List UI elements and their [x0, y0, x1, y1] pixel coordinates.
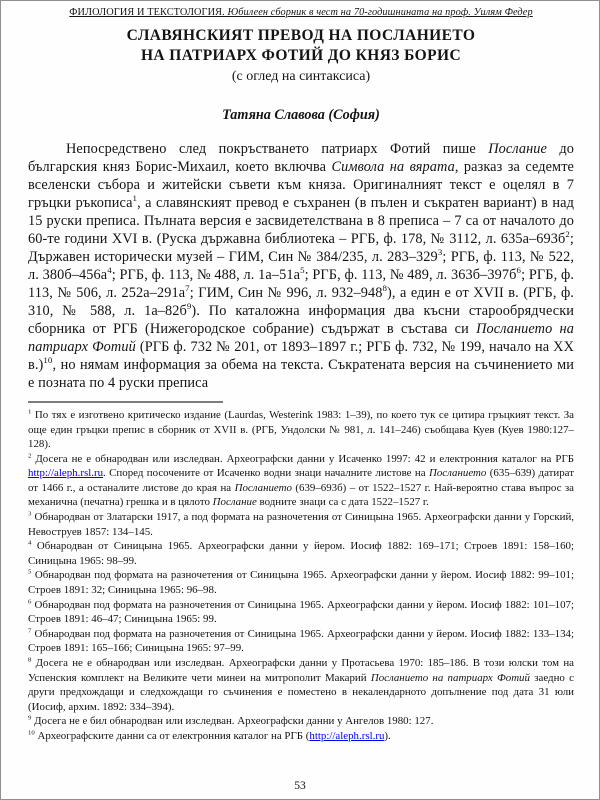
text-run: (РГБ ф. 732 № 201, от 1893–1897 г.; РГБ ф. 732, № 199, начало на XX в.) [28, 338, 574, 373]
footnote-item [28, 539, 574, 568]
footnote-text [37, 730, 390, 742]
footnote-reference: 7 [185, 283, 190, 294]
footnote-text [28, 599, 574, 626]
footnote-number: 2 [28, 452, 32, 460]
text-run: , разказ за седемте вселенски събора и житейски съвети към княза. Оригиналният текст е оцелял в 7 гръцки ръкописа [28, 158, 574, 211]
footnote-reference: 9 [186, 301, 192, 312]
text-run: ; ГИМ, Син № 996, л. 932–948 [189, 284, 383, 301]
text-run: , а славянският превод е съхранен (в пълен и съкратен вариант) в над 15 руски преписа. Пълната версия е засвидетелствана в 8 преписа – 7 са от началото до 60-те години XVI в. (Руска държавна библиотека – РГБ, ф. 178, № 3112, л. 635а–693б [28, 194, 574, 247]
footnote-item [28, 598, 574, 627]
footnote-item [28, 656, 574, 714]
text-run: Символа на вярата [331, 158, 455, 175]
text-run: Послание [488, 140, 547, 157]
text-run: Обнародван от Синицына 1965. Археографски данни у йером. Иосиф 1882: 169–171; Строев 1891: 158–160; Синицына 1965: 98–99. [28, 540, 574, 567]
text-run: заедно с други предхождащи и следхождащи го съчинения е поместено в некалендарното допълнение под дата 31 юли (Иосиф, архим. 1892: 334–394). [28, 671, 574, 713]
footnote-reference: 5 [300, 265, 305, 276]
footnote-number: 3 [28, 510, 32, 518]
text-run: Обнародван под формата на разночетения от Синицына 1965. Археографски данни у йером. Иосиф 1882: 101–107; Строев 1891: 46–47; Синицына 1965: 99. [28, 598, 574, 626]
footnote-item [28, 729, 574, 744]
footnote-item [28, 408, 574, 452]
running-head [28, 7, 574, 18]
text-run: водните знаци са с дата 1522–1527 г. [256, 496, 429, 509]
text-run: ; РГБ, ф. 113, № 522, л. 380б–456а [28, 248, 574, 283]
footnote-item [28, 714, 574, 729]
footnote-text [28, 628, 574, 655]
text-run: Посланието на патриарх Фотий [370, 671, 530, 684]
footnote-reference: 6 [516, 265, 522, 276]
text-run: . Според посочените от Исаченко водни знаци началните листове на [103, 467, 429, 480]
page-number: 53 [294, 780, 306, 792]
text-run: Посланието [429, 467, 487, 480]
article-subtitle: (с оглед на синтаксиса) [231, 68, 371, 84]
footnote-text [28, 511, 574, 538]
text-run: (639–693б) – от 1522–1527 г. Най-вероятно става въпрос за механична (печатна) грешка и в цялото [28, 481, 574, 509]
footnote-text [28, 540, 574, 567]
text-run: Посланието на патриарх Фотий [28, 320, 574, 355]
text-run: ). [384, 729, 391, 742]
footnote-number: 4 [28, 539, 32, 547]
author-name: Татяна Славова (София) [222, 106, 380, 123]
title-line-1: СЛАВЯНСКИЯТ ПРЕВОД НА ПОСЛАНИЕТО [126, 27, 476, 44]
footnote-item [28, 452, 574, 510]
text-run: Досега не е обнародван или изследван. Археографски данни у Протасьева 1970: 185–186. В този юлски том на Успенския комплект на Великите чети минеи на митрополит Макарий [28, 657, 574, 684]
text-run: Досега не е бил обнародван или изследван. Археографски данни у Ангелов 1980: 127. [34, 715, 434, 728]
text-run: ), а един е от XVII в. (РГБ, ф. 310, № 588, л. 1а–82б [28, 284, 574, 319]
footnote-text [28, 657, 574, 713]
footnote-reference: 4 [107, 265, 112, 276]
running-head-volume: Юбилеен сборник в чест на 70-годишнината на проф. Уилям Федер [227, 7, 533, 18]
footnote-reference: 2 [565, 229, 570, 240]
text-run: Археографските данни са от електронния каталог на РГБ ( [37, 729, 310, 742]
text-run: Непосредствено след покръстването патриарх Фотий пише [66, 140, 489, 157]
text-run: , но нямам информация за обема на текста. Съкратената версия на съчинението ми е позната по 4 руски преписа [28, 356, 574, 391]
title-line-2: НА ПАТРИАРХ ФОТИЙ ДО КНЯЗ БОРИС [140, 47, 462, 65]
footnote-number: 6 [28, 598, 32, 605]
footnote-number: 5 [28, 568, 32, 576]
footnote-reference: 8 [382, 283, 388, 294]
footnote-item [28, 627, 574, 656]
footnote-text [34, 715, 433, 727]
footnote-separator [28, 401, 223, 403]
footnote-reference: 3 [437, 247, 443, 258]
footnote-reference: 10 [43, 355, 53, 366]
aleph-catalog-link[interactable]: http://aleph.rsl.ru [309, 729, 385, 742]
footnote-reference: 1 [132, 193, 138, 204]
footnote-number: 10 [28, 729, 35, 737]
footnote-number: 1 [28, 408, 32, 416]
text-run: (635–639) датират от 1466 г., а останалите листове до края на [28, 467, 574, 494]
footnotes-list [28, 408, 574, 744]
footnote-text [28, 569, 574, 596]
article-title [28, 26, 574, 67]
text-run: ; РГБ, ф. 113, № 506, л. 252а–291а [28, 266, 575, 301]
body-paragraph [28, 140, 574, 392]
text-run: Обнародван от Златарски 1917, а под формата на разночетения от Синицына 1965. Археографски данни у Горский, Невоструев 1857: 134–145. [28, 511, 574, 538]
text-run: Досега не е обнародван или изследван. Археографски данни у Исаченко 1997: 42 и електронния каталог на РГБ [35, 452, 574, 465]
text-run: ). По каталожна информация два късни старообрядчески сборника от РГБ (Нижегородское собрание) съдържат в състава си [28, 302, 574, 337]
footnote-item [28, 510, 574, 539]
footnote-text [28, 453, 574, 509]
running-head-series: ФИЛОЛОГИЯ И ТЕКСТОЛОГИЯ. [69, 7, 228, 18]
text-run: Обнародван под формата на разночетения от Синицына 1965. Археографски данни у йером. Иосиф 1882: 133–134; Строев 1891: 165–166; Синицына 1965: 97–99. [28, 627, 574, 655]
footnote-item [28, 568, 574, 597]
text-run: Посланието [234, 481, 292, 494]
footnote-number: 9 [28, 714, 32, 722]
text-run: Послание [212, 496, 257, 509]
footnote-text [28, 409, 574, 450]
text-run: ; РГБ, ф. 113, № 488, л. 1а–51а [111, 266, 301, 283]
aleph-catalog-link[interactable]: http://aleph.rsl.ru [28, 467, 104, 480]
text-run: ; РГБ, ф. 113, № 489, л. 363б–397б [304, 266, 517, 283]
text-run: Обнародван под формата на разночетения от Синицына 1965. Археографски данни у йером. Иосиф 1882: 99–101; Строев 1891: 32; Синицына 1965: 96–98. [28, 569, 574, 597]
text-run: до българския княз Борис-Михаил, което включва [28, 140, 575, 175]
footnote-number: 7 [28, 627, 32, 635]
text-run: ; Държавен исторически музей – ГИМ, Син № 384/235, л. 283–329 [28, 230, 574, 265]
text-run: По тях е изготвено критическо издание (Laurdas, Westerink 1983: 1–39), по което тук се цитира гръцкият текст. За още един гръцки препис в сборник от XVII в. (РГБ, Ундолски № 981, л. 141–246) съобщава Куев (Куев 1980:127–128). [28, 408, 574, 451]
footnote-number: 8 [28, 656, 32, 664]
